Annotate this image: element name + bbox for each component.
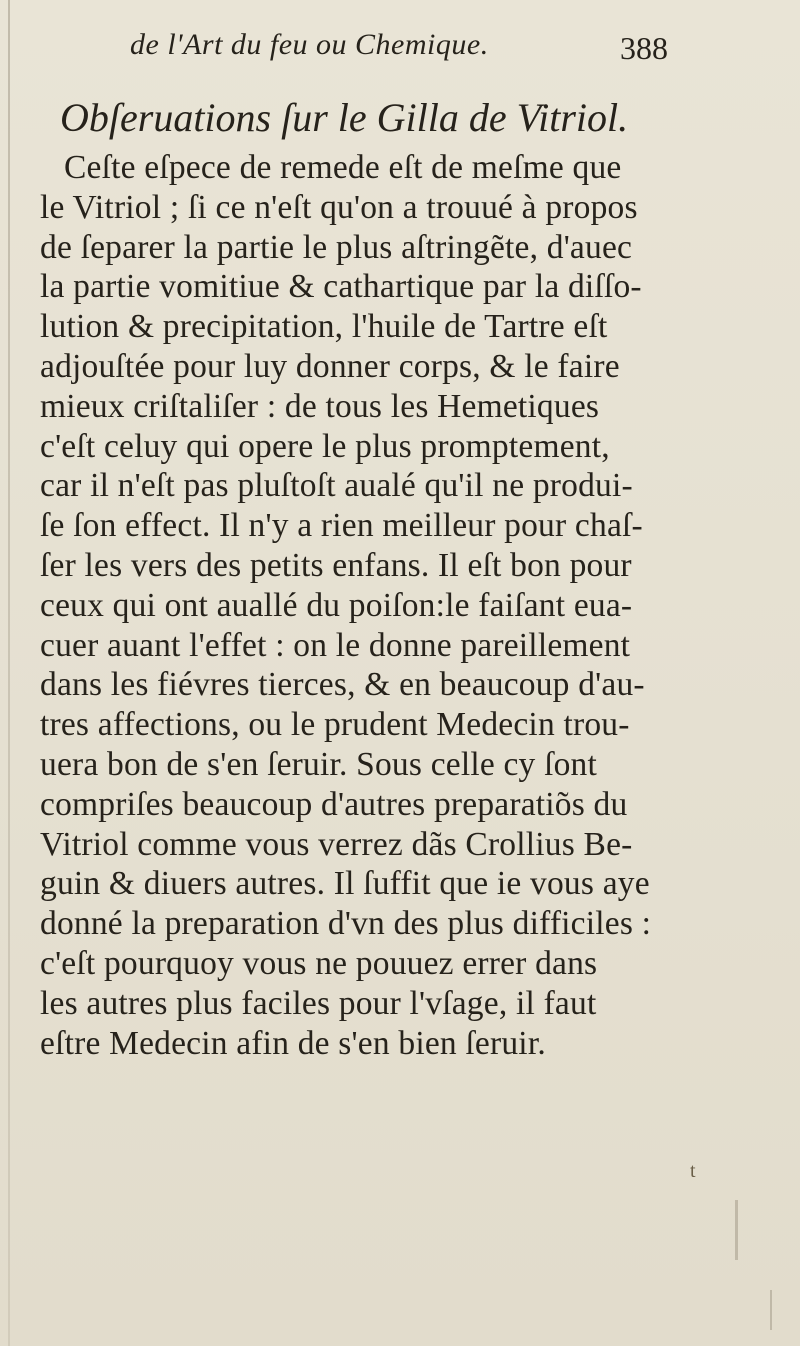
text-line: car il n'eſt pas pluſtoſt aualé qu'il ne produi- — [40, 467, 633, 505]
text-line: de ſeparer la partie le plus aſtringẽte, d'auec — [40, 228, 633, 266]
text-line: c'eſt celuy qui opere le plus promptement, — [40, 427, 610, 465]
text-line: compriſes beaucoup d'autres preparatiõs du — [40, 785, 628, 823]
text-line: ſe ſon effect. Il n'y a rien meilleur pour chaſ- — [40, 507, 643, 545]
body-paragraph — [40, 148, 790, 1063]
text-line: la partie vomitiue & cathartique par la diſſo- — [40, 268, 642, 306]
text-line: le Vitriol ; ſi ce n'eſt qu'on a trouué à propos — [40, 188, 638, 226]
text-line: uera bon de s'en ſeruir. Sous celle cy ſont — [40, 745, 597, 783]
text-line: mieux criſtaliſer : de tous les Hemetiques — [40, 387, 600, 425]
text-line: tres affections, ou le prudent Medecin trou- — [40, 706, 630, 744]
catchword: t — [690, 1160, 696, 1182]
page-number: 388 — [620, 30, 668, 66]
paper-stain — [770, 1290, 772, 1330]
paper-stain — [735, 1200, 738, 1260]
text-line: eſtre Medecin afin de s'en bien ſeruir. — [40, 1024, 546, 1062]
text-line: adjouſtée pour luy donner corps, & le faire — [40, 347, 620, 385]
text-line: Ceſte eſpece de remede eſt de meſme que — [64, 149, 622, 186]
text-line: donné la preparation d'vn des plus difficiles : — [40, 905, 652, 943]
text-line: ceux qui ont auallé du poiſon:le faiſant eua- — [40, 586, 633, 624]
text-line: Vitriol comme vous verrez dãs Crollius Be- — [40, 825, 633, 863]
page-gutter — [8, 0, 10, 1346]
running-head: de l'Art du feu ou Chemique. — [130, 28, 489, 61]
text-line: les autres plus faciles pour l'vſage, il faut — [40, 984, 597, 1022]
section-title: Obſeruations ſur le Gilla de Vitriol. — [60, 95, 629, 140]
text-line: cuer auant l'effet : on le donne pareillement — [40, 626, 631, 664]
text-line: c'eſt pourquoy vous ne pouuez errer dans — [40, 944, 598, 982]
text-line: guin & diuers autres. Il ſuffit que ie vous aye — [40, 865, 650, 903]
text-line: dans les fiévres tierces, & en beaucoup d'au- — [40, 666, 645, 704]
text-line: ſer les vers des petits enfans. Il eſt bon pour — [40, 546, 632, 584]
text-line: lution & precipitation, l'huile de Tartre eſt — [40, 308, 608, 346]
